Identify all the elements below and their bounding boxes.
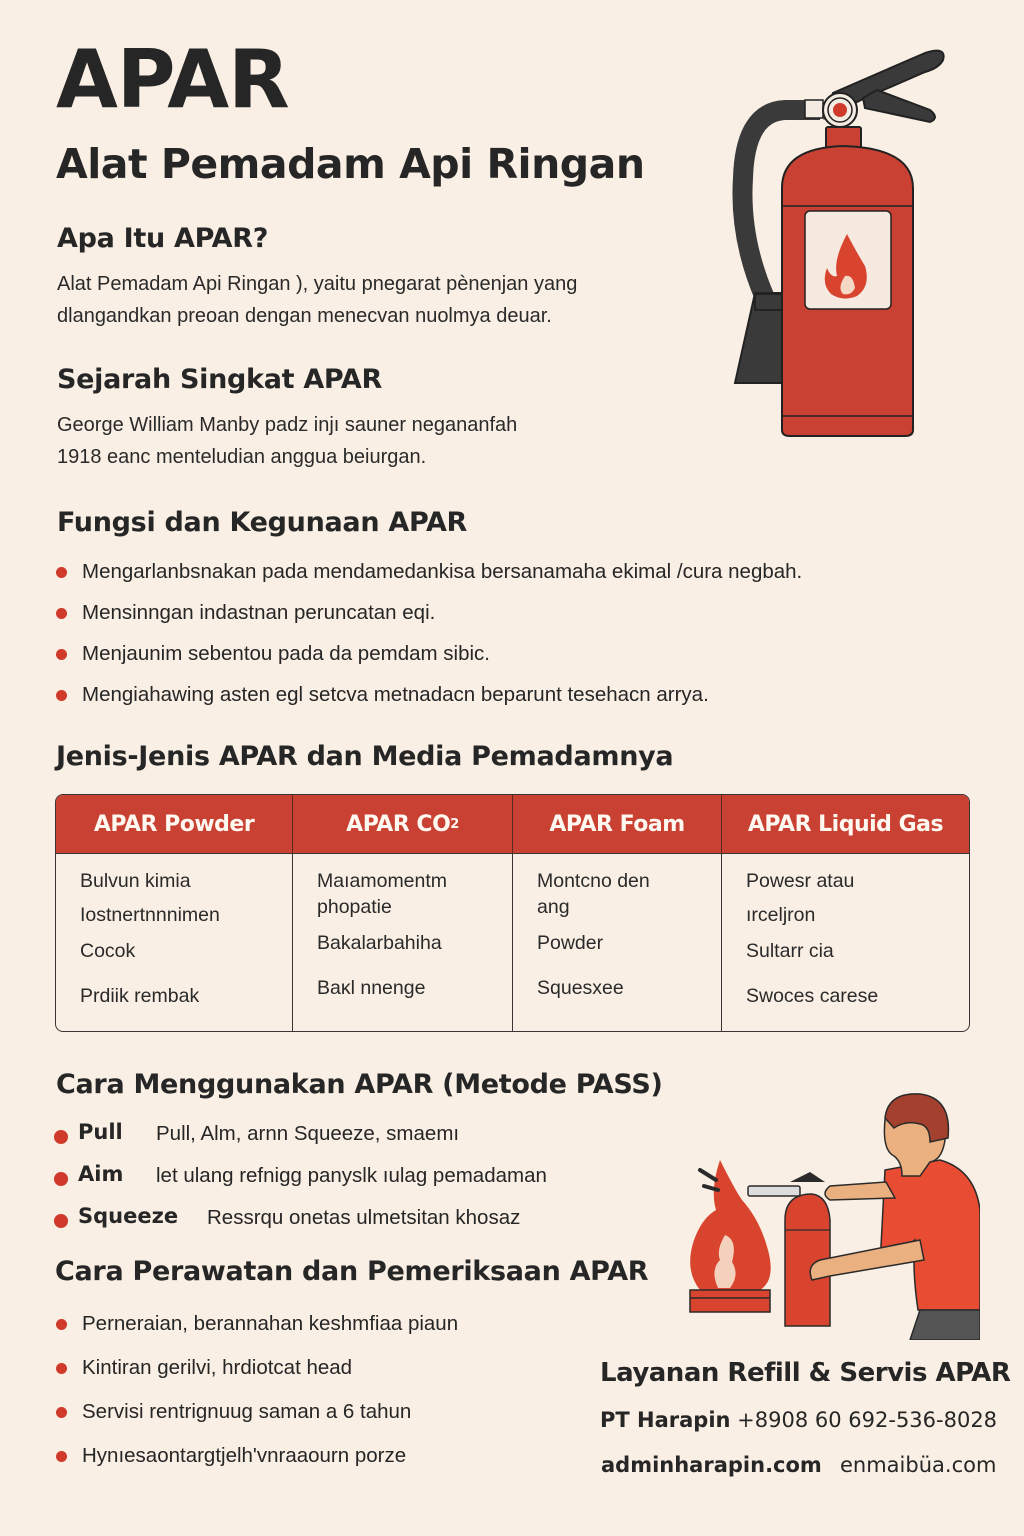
page-subtitle: Alat Pemadam Api Ringan (56, 140, 645, 188)
what-is-paragraph (57, 268, 577, 332)
functions-list (56, 560, 802, 724)
bullet-icon (56, 1451, 67, 1462)
bullet-icon (56, 608, 67, 619)
cell-line: Powder (537, 932, 604, 954)
cell-line: Bakalarbahiha (317, 932, 442, 954)
email-link[interactable]: enmaibüa.com (840, 1453, 997, 1477)
list-item (56, 642, 802, 683)
section-heading-pass: Cara Menggunakan APAR (Metode PASS) (56, 1069, 663, 1100)
list-item-text: Perneraian, berannahan keshmfiaa piaun (82, 1312, 459, 1335)
header-label: APAR Liquid Gas (747, 811, 944, 837)
bullet-icon (56, 649, 67, 660)
cell-line: Cocok (80, 940, 136, 962)
contact-heading: Layanan Refill & Servis APAR (600, 1358, 1011, 1388)
fire-icon (690, 1160, 771, 1312)
cell-line: Iostnertnnnimen (80, 904, 220, 926)
list-item-text: Mensinngan indastnan peruncatan eqi. (82, 601, 436, 624)
page-title: APAR (56, 33, 289, 126)
list-item (56, 1312, 458, 1356)
table-cell-foam (513, 854, 722, 1031)
pass-step-label: Squeeze (78, 1204, 179, 1228)
cell-line: Powesr atau (746, 870, 855, 892)
list-item-text: Kintiran gerilvi, hrdiotcat head (82, 1356, 353, 1379)
list-item (56, 683, 802, 724)
header-label: APAR Foam (549, 811, 685, 837)
phone-number[interactable]: +8908 60 692-536-8028 (737, 1408, 998, 1432)
pass-step-description: let ulang refnigg panyslk ıulag pemadaman (156, 1164, 547, 1187)
section-heading-types: Jenis-Jenis APAR dan Media Pemadamnya (56, 741, 674, 772)
pass-step-description: Pull, Alm, arnn Squeeze, smaemı (156, 1122, 460, 1145)
list-item-text: Menjaunim sebentou pada da pemdam sibic. (82, 642, 490, 665)
person-using-extinguisher-illustration (680, 1090, 980, 1340)
bullet-icon (56, 1407, 67, 1418)
apar-types-table (55, 794, 970, 1032)
list-item (56, 560, 802, 601)
paragraph-line: dlangandkan preoan dengan menecvan nuolmya deuar. (57, 305, 552, 327)
table-header-powder (56, 795, 293, 854)
pass-step-label: Aim (78, 1162, 124, 1186)
cell-line: Baĸl nnenge (317, 977, 426, 999)
list-item-text: Hynıesaontargtjelh'vnraaourn porze (82, 1444, 407, 1467)
fire-extinguisher-icon (725, 38, 955, 438)
section-heading-maintenance: Cara Perawatan dan Pemeriksaan APAR (55, 1256, 649, 1287)
history-paragraph (57, 409, 517, 473)
paragraph-line: 1918 eanc menteludian anggua beiurgan. (57, 446, 427, 468)
list-item (56, 1356, 458, 1400)
bullet-icon (56, 1319, 67, 1330)
bullet-icon (56, 1363, 67, 1374)
section-heading-functions: Fungsi dan Kegunaan APAR (57, 507, 468, 538)
table-header-foam (513, 795, 722, 854)
bullet-icon (54, 1130, 68, 1144)
list-item-text: Servisi rentrignuug saman a 6 tahun (82, 1400, 412, 1423)
list-item-text: Mengiahawing asten egl setcva metnadacn beparunt tesehacn arrya. (82, 683, 709, 706)
bullet-icon (54, 1214, 68, 1228)
list-item (56, 1444, 458, 1488)
section-heading-what-is: Apa Itu APAR? (57, 223, 269, 254)
section-heading-history: Sejarah Singkat APAR (57, 364, 383, 395)
table-cell-liquid-gas (722, 854, 969, 1031)
table-cell-powder (56, 854, 293, 1031)
table-cell-co2 (293, 854, 513, 1031)
bullet-icon (56, 567, 67, 578)
header-label: APAR CO (346, 811, 451, 837)
list-item-text: Mengarlanbsnakan pada mendamedankisa bersanamaha ekimal /cura negbah. (82, 560, 803, 583)
paragraph-line: Alat Pemadam Api Ringan ), yaitu pnegarat pènenjan yang (57, 273, 578, 295)
cell-line: Bulvun kimia (80, 870, 191, 892)
header-subscript: 2 (450, 816, 459, 832)
cell-line: Squesxee (537, 977, 624, 999)
bullet-icon (54, 1172, 68, 1186)
cell-line: Montcno den (537, 870, 650, 892)
cell-line: Prdiik rembak (80, 985, 200, 1007)
cell-line: phopatie (317, 896, 392, 918)
bullet-icon (56, 690, 67, 701)
table-header-co2 (293, 795, 513, 854)
cell-line: Swoces carese (746, 985, 879, 1007)
pass-step-description: Ressrqu onetas ulmetsitan khosaz (207, 1206, 521, 1229)
cell-line: Sultarr cia (746, 940, 834, 962)
table-header-liquid-gas (722, 795, 969, 854)
maintenance-list (56, 1312, 458, 1488)
contact-company-phone (600, 1408, 997, 1432)
cell-line: ırceljron (746, 904, 816, 926)
list-item (56, 601, 802, 642)
website-link[interactable]: adminharapin.com (601, 1453, 822, 1477)
company-name: PT Harapin (600, 1408, 731, 1432)
header-label: APAR Powder (93, 811, 255, 837)
list-item (56, 1400, 458, 1444)
paragraph-line: George William Manby padz injı sauner negananfah (57, 414, 518, 436)
cell-line: Maıamomentm (317, 870, 448, 892)
cell-line: ang (537, 896, 570, 918)
pass-step-label: Pull (78, 1120, 123, 1144)
